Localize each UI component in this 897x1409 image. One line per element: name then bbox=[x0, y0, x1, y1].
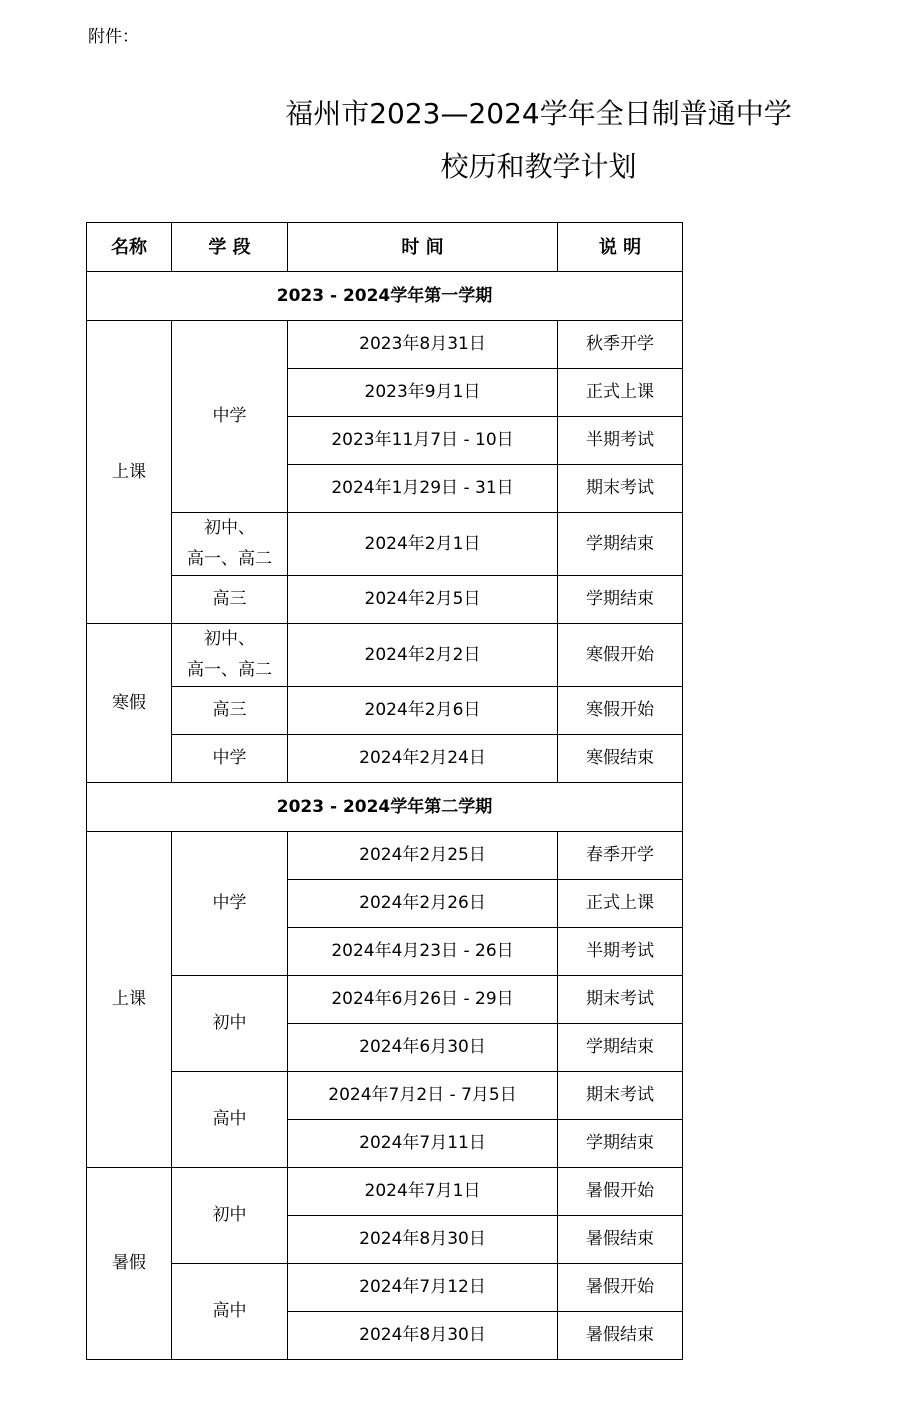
time-cell: 2024年2月2日 bbox=[288, 624, 558, 687]
note-cell: 春季开学 bbox=[558, 832, 683, 880]
note-cell: 暑假开始 bbox=[558, 1168, 683, 1216]
semester1-label: 2023 - 2024学年第一学期 bbox=[87, 272, 683, 321]
time-cell: 2024年8月30日 bbox=[288, 1216, 558, 1264]
stage-cell bbox=[172, 513, 288, 576]
stage-cell: 初中 bbox=[172, 976, 288, 1072]
semester-row bbox=[87, 783, 683, 832]
stage-cell: 初中 bbox=[172, 1168, 288, 1264]
note-cell: 正式上课 bbox=[558, 369, 683, 417]
category-cell: 上课 bbox=[87, 832, 172, 1168]
stage-cell: 高中 bbox=[172, 1072, 288, 1168]
table-row bbox=[87, 1168, 683, 1216]
semester2-label: 2023 - 2024学年第二学期 bbox=[87, 783, 683, 832]
note-cell: 期末考试 bbox=[558, 1072, 683, 1120]
time-cell: 2024年7月12日 bbox=[288, 1264, 558, 1312]
note-cell: 学期结束 bbox=[558, 513, 683, 576]
stage-line: 初中、 bbox=[204, 518, 255, 538]
time-cell: 2024年7月1日 bbox=[288, 1168, 558, 1216]
stage-cell: 高三 bbox=[172, 576, 288, 624]
note-cell: 正式上课 bbox=[558, 880, 683, 928]
stage-cell: 中学 bbox=[172, 735, 288, 783]
table-row bbox=[87, 976, 683, 1024]
time-cell: 2024年7月11日 bbox=[288, 1120, 558, 1168]
table-row bbox=[87, 1264, 683, 1312]
time-cell: 2024年2月6日 bbox=[288, 687, 558, 735]
time-cell: 2024年2月26日 bbox=[288, 880, 558, 928]
header-stage: 学 段 bbox=[172, 223, 288, 272]
header-name: 名称 bbox=[87, 223, 172, 272]
stage-line: 高一、高二 bbox=[187, 549, 272, 569]
note-cell: 学期结束 bbox=[558, 1120, 683, 1168]
category-cell: 上课 bbox=[87, 321, 172, 624]
category-cell: 寒假 bbox=[87, 624, 172, 783]
time-cell: 2024年7月2日 - 7月5日 bbox=[288, 1072, 558, 1120]
semester-row bbox=[87, 272, 683, 321]
table-row bbox=[87, 1072, 683, 1120]
note-cell: 期末考试 bbox=[558, 465, 683, 513]
note-cell: 学期结束 bbox=[558, 576, 683, 624]
category-cell: 暑假 bbox=[87, 1168, 172, 1360]
time-cell: 2024年2月1日 bbox=[288, 513, 558, 576]
stage-cell bbox=[172, 624, 288, 687]
time-cell: 2024年6月30日 bbox=[288, 1024, 558, 1072]
table-row bbox=[87, 576, 683, 624]
note-cell: 暑假开始 bbox=[558, 1264, 683, 1312]
time-cell: 2024年8月30日 bbox=[288, 1312, 558, 1360]
stage-line: 高一、高二 bbox=[187, 660, 272, 680]
stage-line: 初中、 bbox=[204, 629, 255, 649]
time-cell: 2023年8月31日 bbox=[288, 321, 558, 369]
note-cell: 寒假结束 bbox=[558, 735, 683, 783]
table-row bbox=[87, 513, 683, 576]
time-cell: 2024年2月25日 bbox=[288, 832, 558, 880]
note-cell: 寒假开始 bbox=[558, 687, 683, 735]
table-row bbox=[87, 321, 683, 369]
note-cell: 半期考试 bbox=[558, 928, 683, 976]
time-cell: 2024年2月24日 bbox=[288, 735, 558, 783]
attachment-label: 附件： bbox=[88, 27, 139, 47]
time-cell: 2024年6月26日 - 29日 bbox=[288, 976, 558, 1024]
page-subtitle: 校历和教学计划 bbox=[440, 150, 637, 183]
time-cell: 2024年2月5日 bbox=[288, 576, 558, 624]
header-time: 时 间 bbox=[288, 223, 558, 272]
header-note: 说 明 bbox=[558, 223, 683, 272]
table-row bbox=[87, 687, 683, 735]
header-row bbox=[87, 223, 683, 272]
time-cell: 2023年9月1日 bbox=[288, 369, 558, 417]
stage-cell: 中学 bbox=[172, 321, 288, 513]
time-cell: 2024年4月23日 - 26日 bbox=[288, 928, 558, 976]
time-cell: 2023年11月7日 - 10日 bbox=[288, 417, 558, 465]
table-row bbox=[87, 624, 683, 687]
note-cell: 秋季开学 bbox=[558, 321, 683, 369]
note-cell: 暑假结束 bbox=[558, 1312, 683, 1360]
note-cell: 寒假开始 bbox=[558, 624, 683, 687]
stage-cell: 中学 bbox=[172, 832, 288, 976]
table-row bbox=[87, 735, 683, 783]
stage-cell: 高三 bbox=[172, 687, 288, 735]
note-cell: 半期考试 bbox=[558, 417, 683, 465]
school-calendar-table bbox=[86, 222, 683, 1360]
table-row bbox=[87, 832, 683, 880]
time-cell: 2024年1月29日 - 31日 bbox=[288, 465, 558, 513]
note-cell: 暑假结束 bbox=[558, 1216, 683, 1264]
note-cell: 学期结束 bbox=[558, 1024, 683, 1072]
page-title: 福州市2023—2024学年全日制普通中学 bbox=[285, 97, 792, 130]
note-cell: 期末考试 bbox=[558, 976, 683, 1024]
stage-cell: 高中 bbox=[172, 1264, 288, 1360]
